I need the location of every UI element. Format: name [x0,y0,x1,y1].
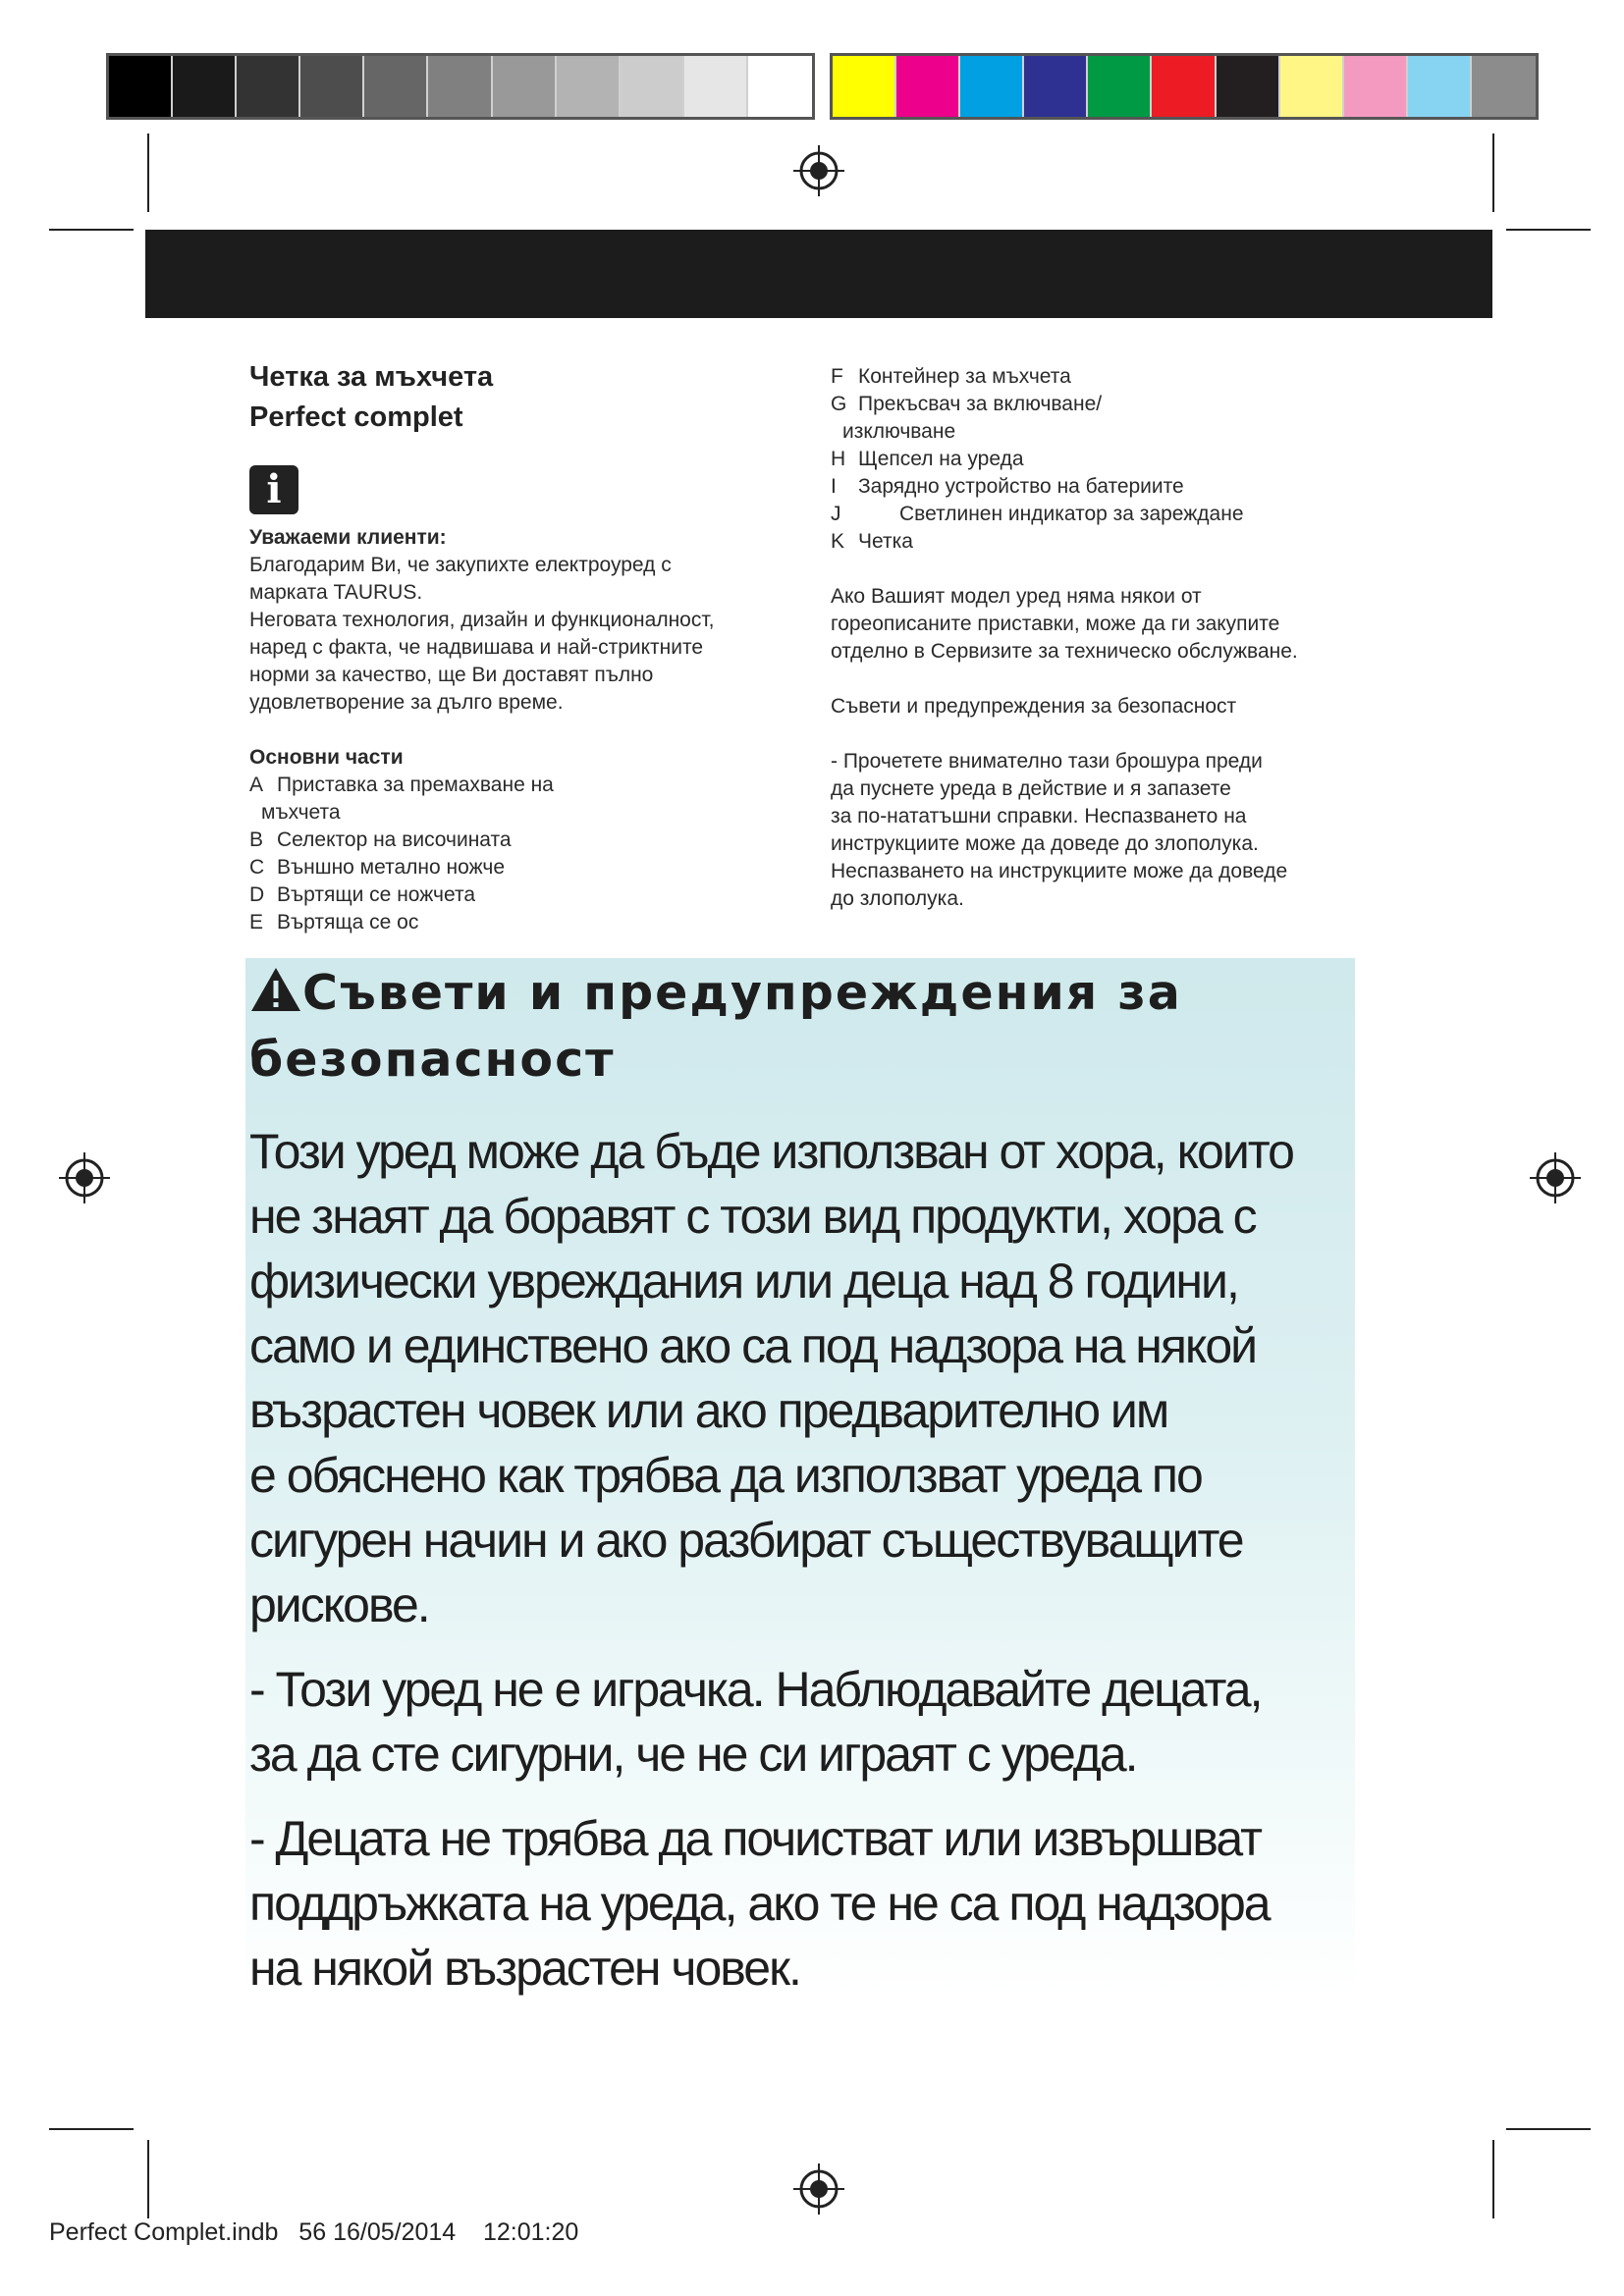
part-text: Приставка за премахване на [277,774,554,796]
crop-mark [147,133,149,212]
part-text: Контейнер за мъхчета [858,365,1071,388]
slug-page: 56 [298,2218,327,2246]
intro-text: Благодарим Ви, че закупихте електроуред с [249,554,672,576]
part-letter: J [831,503,841,525]
safety-text-small: инструкциите може да доведе до злополука. [831,832,1259,855]
color-swatch [1344,56,1408,117]
crop-mark [49,229,134,231]
left-column [249,357,799,936]
safety-line: сигурен начин и ако разбират съществуващите [249,1513,1243,1568]
intro-text: норми за качество, ще Ви доставят пълно [249,664,654,686]
gray-swatch [557,56,621,117]
gray-swatch [748,56,812,117]
info-icon: i [249,465,298,514]
registration-mark-icon [791,143,846,198]
safety-line: рискове. [249,1577,429,1632]
intro-text: удовлетворение за дълго време. [249,691,564,714]
safety-paragraph [249,1657,1369,1787]
safety-line: не знаят да боравят с този вид продукти, хора с [249,1189,1256,1244]
accessories-note: Ако Вашият модел уред няма някои от [831,585,1202,608]
list-item [831,391,1380,418]
crop-mark [1506,2128,1591,2130]
part-text: Зарядно устройство на батериите [858,475,1184,498]
safety-line: е обяснено как трябва да използват уреда по [249,1448,1202,1503]
gray-swatch [300,56,364,117]
crop-mark [1506,229,1591,231]
product-title-line2: Perfect complet [249,401,463,433]
part-text: Въртяща се ос [277,911,419,934]
color-swatch [1280,56,1344,117]
intro-text: наред с факта, че надвишава и най-стриктните [249,636,704,659]
parts-heading: Основни части [249,746,404,769]
gray-swatch [493,56,557,117]
safety-line: физически увреждания или деца над 8 години, [249,1254,1238,1308]
part-text-continued: мъхчета [261,801,341,824]
part-text: Четка [858,530,913,553]
list-item [249,854,799,881]
safety-line: възрастен човек или ако предварително им [249,1383,1168,1438]
print-slug [49,2218,578,2247]
part-text: Прекъсвач за включване/ [858,393,1103,415]
crop-mark [147,2140,149,2218]
color-swatch [960,56,1024,117]
crop-mark [1492,133,1494,212]
accessories-note: гореописаните приставки, може да ги закупите [831,613,1280,635]
color-swatch [833,56,896,117]
intro-text: марката TAURUS. [249,581,423,604]
part-letter: A [249,774,264,796]
crop-mark [1492,2140,1494,2218]
gray-swatch [621,56,684,117]
part-letter: F [831,365,843,388]
part-letter: E [249,911,264,934]
part-letter: C [249,856,265,879]
part-letter: H [831,448,846,470]
gray-swatch [109,56,173,117]
safety-text-small: Неспазването на инструкциите може да доведе [831,860,1288,882]
part-text: Светлинен индикатор за зареждане [899,503,1244,525]
color-swatch [1024,56,1088,117]
greeting-heading: Уважаеми клиенти: [249,526,447,549]
safety-line: поддръжката на уреда, ако те не са под надзора [249,1876,1270,1931]
color-swatch [1408,56,1472,117]
list-item [831,473,1380,501]
safety-title-line1 [249,960,1349,1027]
safety-title-text: Съвети и предупреждения за [302,965,1182,1021]
grayscale-bar [106,53,815,120]
gray-swatch [364,56,428,117]
gray-swatch [173,56,237,117]
list-item [831,363,1380,391]
list-item [249,909,799,936]
color-swatch [1152,56,1216,117]
safety-panel-title [249,960,1349,1094]
slug-time: 12:01:20 [482,2218,579,2246]
header-band [145,230,1492,318]
list-item [831,446,1380,473]
part-letter: I [831,475,837,498]
right-column [831,363,1380,913]
intro-text: Неговата технология, дизайн и функционалност, [249,609,715,631]
part-text: Селектор на височината [277,828,512,851]
gray-swatch [237,56,300,117]
safety-heading-small: Съвети и предупреждения за безопасност [831,695,1237,718]
list-item [249,881,799,909]
list-item [249,772,799,799]
part-letter: D [249,883,265,906]
safety-line: на някой възрастен човек. [249,1941,800,1996]
registration-mark-icon [57,1150,112,1205]
slug-date: 16/05/2014 [333,2218,457,2246]
part-text-continued: изключване [842,420,956,443]
safety-text-small: за по-нататъшни справки. Неспазването на [831,805,1247,828]
color-bar [830,53,1539,120]
crop-mark [49,2128,134,2130]
accessories-note: отделно в Сервизите за техническо обслужване. [831,640,1298,663]
list-item [249,827,799,854]
part-text: Щепсел на уреда [858,448,1024,470]
safety-panel-text [249,1119,1369,2020]
color-swatch [1472,56,1536,117]
safety-line: за да сте сигурни, че не си играят с уреда. [249,1727,1137,1782]
safety-line: Този уред може да бъде използван от хора, които [249,1124,1293,1179]
list-item [831,501,1380,528]
slug-file: Perfect Complet.indb [49,2218,279,2246]
product-title-line1: Четка за мъхчета [249,361,494,393]
gray-swatch [428,56,492,117]
safety-text-small: да пуснете уреда в действие и я запазете [831,777,1231,800]
safety-paragraph [249,1806,1369,2001]
safety-text-small: до злополука. [831,887,964,910]
part-letter: G [831,393,847,415]
list-item [831,528,1380,556]
product-title [249,357,799,438]
warning-icon [249,966,302,1013]
safety-line: - Този уред не е играчка. Наблюдавайте децата, [249,1662,1262,1717]
safety-line: само и единствено ако са под надзора на някой [249,1318,1257,1373]
safety-paragraph [249,1119,1369,1637]
color-swatch [896,56,960,117]
color-swatch [1217,56,1280,117]
part-letter: K [831,530,845,553]
safety-text-small: - Прочетете внимателно тази брошура преди [831,750,1263,773]
part-text: Външно метално ножче [277,856,506,879]
part-text: Въртящи се ножчета [277,883,476,906]
part-letter: B [249,828,264,851]
safety-line: - Децата не трябва да почистват или извършват [249,1811,1261,1866]
safety-title-line2: безопасност [249,1032,616,1088]
gray-swatch [684,56,748,117]
registration-mark-icon [1528,1150,1583,1205]
color-swatch [1088,56,1152,117]
registration-mark-icon [791,2162,846,2216]
